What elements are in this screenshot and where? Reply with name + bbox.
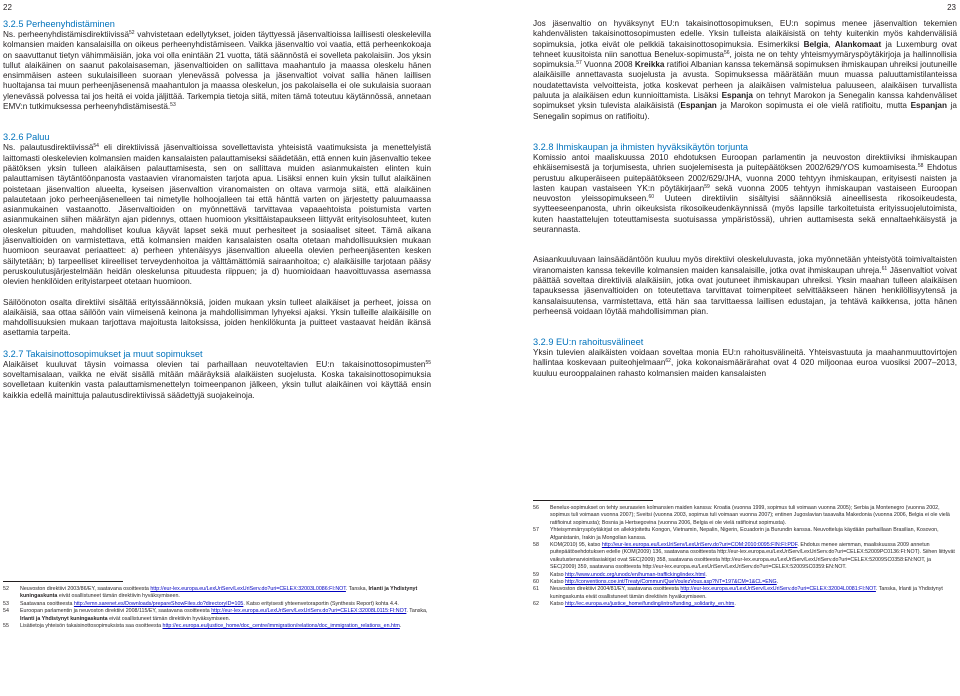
footnote-60: 60 Katso http://conventions.coe.int/Treaty/Commun/QueVoulezVous.asp?NT=197&CM=1&CL=ENG. (533, 579, 779, 586)
footnote-52: 52 Neuvoston direktiivi 2003/86/EY, saatavana osoitteesta http://eur-lex.europa.eu/LexUriServ/LexUriServ.do?uri=CELEX:32003L0086:FI:NOT. Tanska, Irlanti ja Yhdistynyt kuningaskunta eivät osallistuneet tämän direktiivin hyväksymiseen. (3, 586, 418, 600)
footnote-56: 56 Benelux-sopimukset on tehty seuraavien kolmansien maiden kanssa: Kroatia (vuonna 1999, sopimus tuli voimaan vuonna 2005); Serbia ja Montenegro (vuonna 2002, sopimus tuli voimaan vuonna 2007); Sveitsi (vuonna 2003, sopimus tuli voimaan vuonna 2007); entinen Jugoslavian tasavalta Makedonia (vuonna 2006, Belgia ei ole vielä ratifioinut sopimusta); Bosnia ja Hertsegovina (vuonna 2006, Belgia ei ole vielä ratifioinut sopimusta). (533, 505, 950, 526)
page-number-left: 22 (3, 3, 12, 12)
footnote-57: 57 Yhteisymmärryspöytäkirjat on allekirjoitettu Kongon, Vietnamin, Nepalin, Nigerin, Ecuadorin ja Burundin kanssa. Neuvotteluja käydään parhaillaan Brasilian, Kosovon, Afganistanin, Irakin ja Mongolian kanssa. (533, 527, 939, 541)
footnote-link[interactable]: http://conventions.coe.int/Treaty/Commun/QueVoulezVous.asp?NT=197&CM=1&CL=ENG (565, 579, 777, 586)
paragraph-financial-instruments: Yksin tulevien alaikäisten voidaan soveltaa monia EU:n rahoitusvälineitä. Yhteisvastuuta ja maahanmuuttovirtojen hallintaa koskevaan puiteohjelmaan$^{62}$, joka kokonaismäärärahat ovat 4 020 miljoonaa euroa vuosiksi 2007–2013, kuuluu eurooppalainen rahasto kolmansien maiden kansalaisten (533, 348, 957, 378)
section-heading-3-2-8: 3.2.8 Ihmiskaupan ja ihmisten hyväksikäytön torjunta (533, 141, 749, 152)
footnote-61: 61 Neuvoston direktiivi 2004/81/EY, saatavana osoitteesta http://eur-lex.europa.eu/LexUriServ/LexUriServ.do?uri=CELEX:32004L0081:FI:NOT. Tanska, Irlanti ja Yhdistynyt kuningaskunta eivät osallistuneet tämän direktiivin hyväksymiseen. (533, 586, 943, 600)
footnote-link[interactable]: http://ec.europa.eu/justice_home/doc_centre/immigration/relations/doc_immigration_relations_en.htm (162, 623, 400, 630)
footnote-link[interactable]: http://emn.sarenet.es/Downloads/prepareShowFiles.do?directoryID=105 (73, 600, 244, 607)
page-number-right: 23 (947, 3, 956, 12)
paragraph-bilateral-agreements: Jos jäsenvaltio on hyväksynyt EU:n takaisinottosopimuksen, EU:n sopimus menee jäsenvaltion tekemien kahdenvälisten takaisinottosopimusten edelle. Yksin tulleista alaikäisistä on tehty kuitenkin myös kahdenvälisiä sopimuksia, jotka eivät ole pelkkiä takaisinottosopimuksia. Esimerkiksi Belgia, Alankomaat ja Luxemburg ovat tehneet kuusitoista niin sanottua Benelux-sopimusta$^{56}$, joista ne on tehty yhteismyymäryspöytäkirjoja ja hallinnollisia sopimuksia.$^{57}$ Vuonna 2008 Kreikka ratifioi Albanian kanssa tekemänsä sopimuksen ihmiskaupan uhreiksi joutuneille alaikäisille annettavasta suojelusta ja avusta. Sopimuksessa määrätään muun muassa paluuttamistilanteissa noudatettavista velvoitteista, jotka koskevat perheen ja alaikäisen valmistelua paluuseen, alaikäisen turvallista paluuta ja alaikäisen edun kunnioittamista. Lisäksi Espanja on tehnyt Marokon ja Senegalin kanssa kahdenväliset sopimukset yksin tulevista alaikäisistä (Espanjan ja Marokon sopimusta ei ole vielä ratifioitu, mutta Espanjan ja Senegalin sopimus on ratifioitu). (533, 19, 957, 121)
footnote-link[interactable]: http://eur-lex.europa.eu/LexUriServ/LexUriServ.do?uri=COM:2010:0095:FIN:FI:PDF (601, 542, 798, 549)
right-footnotes (533, 500, 957, 609)
section-heading-3-2-6: 3.2.6 Paluu (3, 132, 50, 143)
paragraph-trafficking-directive: Komissio antoi maaliskuussa 2010 ehdotuksen Euroopan parlamentin ja neuvoston direktiiviksi ihmiskaupan ehkäisemisestä ja torjumisesta, uhrien suojelemisesta ja puitepäätöksen 2002/629/YOS kumoamisesta.$^{58}$ Ehdotus perustuu alkuperäiseen puitepäätökseen 2002/629/JHA, vuonna 2000 tehtyyn ihmiskaupan, erityisesti naisten ja lasten kaupan vastaiseen YK:n pöytäkirjaan$^{59}$ sekä vuonna 2005 tehtyyn ihmiskaupan vastaiseen Euroopan neuvoston yleissopimukseen.$^{60}$ Uuteen direktiiviin sisältyisi säännöksiä aineellisesta rikosoikeudesta, syytteeseenpanosta, uhrin oikeuksista rikosoikeudenkäynnissä (myös lapsille tarkoitetuista erityissuojelutoimista, kuten haastattelujen toteuttamisesta suotuisassa ympäristössä), uhrien auttamisesta sekä ennaltaehkäisystä ja seurannasta. (533, 152, 957, 235)
left-footnotes (3, 581, 431, 630)
left-column (3, 19, 431, 401)
footnote-divider (3, 581, 123, 582)
footnote-59: 59 Katso http://www.unodc.org/unodc/en/human-trafficking/index.html. (533, 571, 707, 578)
right-column (533, 19, 957, 379)
footnote-62: 62 Katso http://ec.europa.eu/justice_home/funding/intro/funding_solidarity_en.htm. (533, 601, 736, 608)
paragraph-residence-permit: Asiaankuuluvaan lainsäädäntöön kuuluu myös direktiivi oleskeluluvasta, joka myönnetään yhteistyötä toimivaltaisten viranomaisten kanssa tekeville kolmansien maiden kansalaisille, jotka ovat ihmiskaupan uhreja.$^{61}$ Jäsenvaltiot voivat päättää soveltaa direktiiviä alaikäisiin, jotka ovat joutuneet ihmiskaupan uhreiksi. Yksin maahan tulleen alaikäisen tapauksessa jäsenvaltioiden on toteutettava tarvittavat toimenpiteet selvittääkseen hänen henkilöllisyytensä ja kansalaisuutensa, varmistettava, että hän saa tarvittaessa laillisen edustajan, ja tehtävä kaikkensa, jotta hänen perheensä voidaan löytää mahdollisimman pian. (533, 255, 957, 316)
paragraph-detention: Säilöönoton osalta direktiivi sisältää erityissäännöksiä, joiden mukaan yksin tulleet alaikäiset ja perheet, joissa on alaikäisiä, saa ottaa säilöön vain viimeisenä keinona ja mahdollisimman lyhyeksi ajaksi. Yksin tulleille alaikäisille on mahdollisuuksien mukaan tarjottava majoitusta laitoksissa, joiden henkilökunta ja puitteet vastaavat heidän ikänsä asettamia tarpeita. (3, 297, 431, 338)
footnote-divider (533, 500, 653, 501)
footnote-58: 58 KOM(2010) 95, katso http://eur-lex.europa.eu/LexUriServ/LexUriServ.do?uri=COM:2010:0095:FIN:FI:PDF. Ehdotus menee aiemman, maaliskuussa 2009 annetun puitepäätösehdotuksen edelle (KOM(2009) 136, saatavana osoitteesta http://eur-lex.europa.eu/LexUriServ/LexUriServ.do?uri=CELEX:52009PC0136:FI:NOT). Siihen liittyvät vaikutustenarviointiasiakirjat ovat SEC(2009) 358, saatavana osoitteesta http://eur-lex.europa.eu/LexUriServ/LexUriServ.do?uri=CELEX:52009SC0358:EN:NOT, ja SEC(2009) 359, saatavana osoitteesta http://eur-lex.europa.eu/LexUriServ/LexUriServ.do?uri=CELEX:52009SC0359:EN:NOT. (533, 542, 955, 571)
paragraph-family-reunification: Ns. perheenyhdistämisdirektiivissä$^{52}$ vahvistetaan edellytykset, joiden täyttyessä jäsenvaltioissa laillisesti oleskelevilla kolmansien maiden kansalaisilla on oikeus perheenyhdistämiseen. Vaikka jäsenvaltio voi vaatia, että perheenkokoaja on saavuttanut tietyn vähimmäisiän, joka voi olla enintään 21 vuotta, tätä säännöstä ei sovelleta pakolaisiin. Jos yksin tullut alaikäinen on saanut pakolaisaseman, jäsenvaltioiden on sallittava maahantulo ja maassa oleskelu hänen ensimmäisen asteen sukulaisilleen suoraan ylenevässä polvessa ja jäsenvaltiot voivat sallia hänen laillisen huoltajansa tai muun perheenjäsenensä maahantulon ja maassa oleskelun, jos pakolaisella ei ole sukulaisia suoraan ylenevässä polvessa tai jos heitä ei voida jäljittää. Tarkempia tietoja siitä, miten tämä toteutuu käytännössä, annetaan EMV:n tutkimuksessa perheenyhdistämisestä.$^{53}$ (3, 30, 432, 112)
paragraph-return-directive: Ns. palautusdirektiivissä$^{54}$ eli direktiivissä jäsenvaltioissa sovellettavista yhteisistä vaatimuksista ja menettelyistä laittomasti oleskelevien kolmansien maiden kansalaisten palauttamiseksi säädetään, että ennen kuin jäsenvaltio tekee päätöksen yksin tulleen alaikäisen palauttamisesta, sen on sallittava muiden asianmukaisten elinten kuin palauttamisen täytäntöönpanosta vastaavien viranomaisten tarjota apua. Lisäksi ennen kuin yksin tullut alaikäinen poistetaan jäsenvaltion alueelta, kyseisen jäsenvaltion viranomaisten on oltava varmoja siitä, että alaikäinen palautetaan joko perheenjäsenelleen tai nimetylle holhoojalleen tai että hänttä varten on järjestetty paluumaassa asianmukainen vastaanotto. Jäsenvaltioiden on myönnettävä tarvittavaa vapaaehtoista poistumista varten asianmukainen siihen määrätyn ajan pidennys, ottaen huomioon yksittäistapaukseen liittyvät erityisolosuhteet, kuten oleskelun pituuden, mahdolliset koulua käyvät lapset sekä muut perhesiteet ja sosiaaliset siteet. Tämä aikana jäsenvaltioiden on varmistettava, että kolmansien maiden kansalaisten osalta otetaan mahdollisuuksien mukaan huomioon seuraavat periaatteet: a) perheen yhtenäisyys jäsenvaltion alueella olevien perheenjäsenten kesken säilytetään; b) tarpeelliset kiireelliset terveydenhoitoa ja välttämättömiä sairaanhoitoa; c) alaikäisille tarjotaan pääsy peruskoulutusjärjestelmään heidän oleskelunsa pituudesta riippuen; ja d) huomioidaan haavoittuvassa asemassa olevien henkilöiden erityistarpeet otetaan huomioon. (3, 143, 431, 287)
section-heading-3-2-9: 3.2.9 EU:n rahoitusvälineet (533, 337, 644, 348)
footnote-link[interactable]: http://www.unodc.org/unodc/en/human-trafficking/index.html (565, 571, 706, 578)
footnote-54: 54 Euroopan parlamentin ja neuvoston direktiivi 2008/115/EY, saatavana osoitteesta http://eur-lex.europa.eu/LexUriServ/LexUriServ.do?uri=CELEX:32008L0115:FI:NOT. Tanska, Irlanti ja Yhdistynyt kuningaskunta eivät osallistuneet tämän direktiivin hyväksymiseen. (3, 608, 428, 622)
footnote-53: 53 Saatavana osoitteesta http://emn.sarenet.es/Downloads/prepareShowFiles.do?directoryID=105. Katso erityisesti yhteenvetoraportin (Synthesis Report) kohta 4.4. (3, 600, 399, 607)
section-heading-3-2-5: 3.2.5 Perheenyhdistäminen (3, 19, 115, 29)
footnote-link[interactable]: http://eur-lex.europa.eu/LexUriServ/LexUriServ.do?uri=CELEX:32008L0115:FI:NOT (211, 608, 407, 615)
paragraph-readmission: Alaikäiset kuuluvat täysin voimassa olevien tai parhaillaan neuvoteltavien EU:n takaisinottosopimusten$^{55}$ soveltamisalaan, vaikka ne eivät sisällä mitään määräyksiä alaikäisten suojelusta. Koska takaisinottosopimuksia sovelletaan kuitenkin vasta palauttamismenettelyn toimeenpanon jälkeen, yksin tullut alaikäinen voi käyttää ensin kaikkia edellä mainittuja palautusdirektiivissä säädettyjä suojakeinoja. (3, 359, 431, 400)
footnote-55: 55 Lisätietoja yhteisön takaisinottosopimuksista saa osoitteesta http://ec.europa.eu/justice_home/doc_centre/immigration/relations/doc_immigration_relations_en.htm. (3, 623, 402, 630)
footnote-link[interactable]: http://eur-lex.europa.eu/LexUriServ/LexUriServ.do?uri=CELEX:32003L0086:FI:NOT (150, 586, 346, 592)
footnote-link[interactable]: http://ec.europa.eu/justice_home/funding/intro/funding_solidarity_en.htm (565, 601, 735, 608)
section-heading-3-2-7: 3.2.7 Takaisinottosopimukset ja muut sopimukset (3, 348, 203, 359)
footnote-link[interactable]: http://eur-lex.europa.eu/LexUriServ/LexUriServ.do?uri=CELEX:32004L0081:FI:NOT (680, 586, 876, 593)
